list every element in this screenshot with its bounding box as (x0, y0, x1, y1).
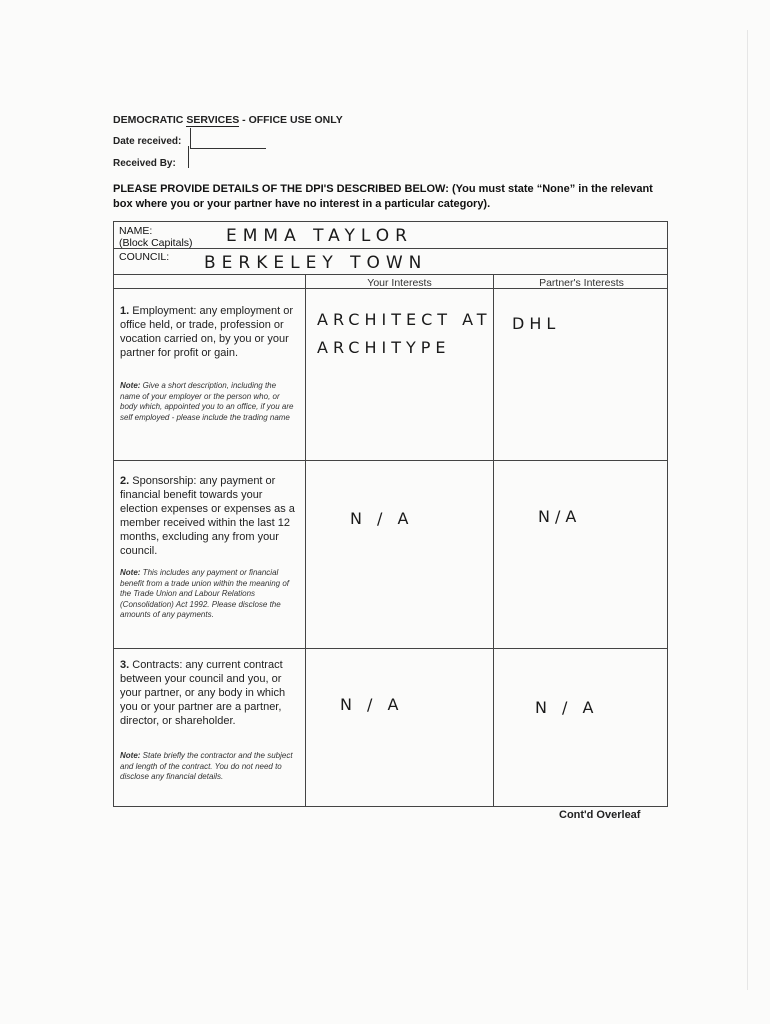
employment-question (120, 304, 300, 360)
your-interests-header: Your Interests (367, 277, 432, 289)
received-by-field[interactable] (188, 146, 189, 168)
divider (493, 274, 494, 806)
name-label-line: (Block Capitals) (119, 237, 193, 249)
divider (305, 274, 306, 806)
divider (114, 248, 667, 249)
question-text: Employment: any employment or office held, or trade, profession or vocation carried on, by you or your partner for profit or gain. (120, 305, 294, 359)
note-label: Note: (120, 751, 141, 760)
date-received-field[interactable] (190, 128, 266, 149)
employment-your-interest[interactable]: ARCHITECT AT ARCHITYPE (317, 310, 492, 357)
name-value[interactable]: EMMA TAYLOR (226, 226, 413, 246)
question-number: 3. (120, 659, 130, 671)
office-header-services: SERVICES (186, 114, 240, 126)
note-label: Note: (120, 381, 141, 390)
sponsorship-partner-interest[interactable]: N/A (538, 507, 582, 526)
instructions-text: PLEASE PROVIDE DETAILS OF THE DPI'S DESCRIBED BELOW: (You must state “None” in the relevant box where you or your partner have no interest in a particular category). (113, 183, 653, 210)
employment-partner-interest[interactable]: DHL (512, 314, 561, 333)
question-text: Contracts: any current contract between your council and you, or your partner, or any body in which you or your partner are a partner, director, or shareholder. (120, 659, 286, 727)
partners-interests-header: Partner's Interests (539, 277, 624, 289)
sponsorship-question (120, 474, 300, 558)
question-text: Sponsorship: any payment or financial benefit towards your election expenses or expenses as a member received within the last 12 months, excluding any from your council. (120, 475, 295, 557)
date-received-label: Date received: (113, 136, 182, 147)
contracts-your-interest[interactable]: N / A (340, 695, 404, 714)
employment-note (120, 381, 295, 423)
sponsorship-note (120, 568, 295, 621)
office-header-part: DEMOCRATIC (113, 114, 187, 126)
office-use-header (113, 114, 343, 126)
contracts-question (120, 658, 300, 728)
divider (114, 274, 667, 275)
note-text: Give a short description, including the name of your employer or the person who, or body which, appointed you to an office, if you are self employed - please include the trading name (120, 381, 294, 422)
name-label-line: NAME: (119, 225, 153, 237)
question-number: 1. (120, 305, 130, 317)
received-by-label: Received By: (113, 158, 176, 169)
question-number: 2. (120, 475, 130, 487)
continued-overleaf-text: Cont'd Overleaf (559, 809, 641, 821)
divider (114, 460, 667, 461)
dpi-form-table (113, 221, 668, 807)
sponsorship-your-interest[interactable]: N / A (350, 509, 414, 528)
council-label: COUNCIL: (119, 251, 170, 263)
scan-edge-line (747, 30, 748, 990)
office-header-part: - OFFICE USE ONLY (239, 114, 343, 126)
contracts-partner-interest[interactable]: N / A (535, 698, 599, 717)
name-label (119, 225, 193, 249)
contracts-note (120, 751, 295, 783)
note-text: State briefly the contractor and the subject and length of the contract. You do not need to disclose any financial details. (120, 751, 293, 781)
divider (114, 648, 667, 649)
note-label: Note: (120, 568, 141, 577)
note-text: This includes any payment or financial benefit from a trade union within the meaning of the Trade Union and Labour Relations (Consolidation) Act 1992. Please disclose the amounts of any payments. (120, 568, 289, 619)
council-value[interactable]: BERKELEY TOWN (204, 253, 428, 273)
